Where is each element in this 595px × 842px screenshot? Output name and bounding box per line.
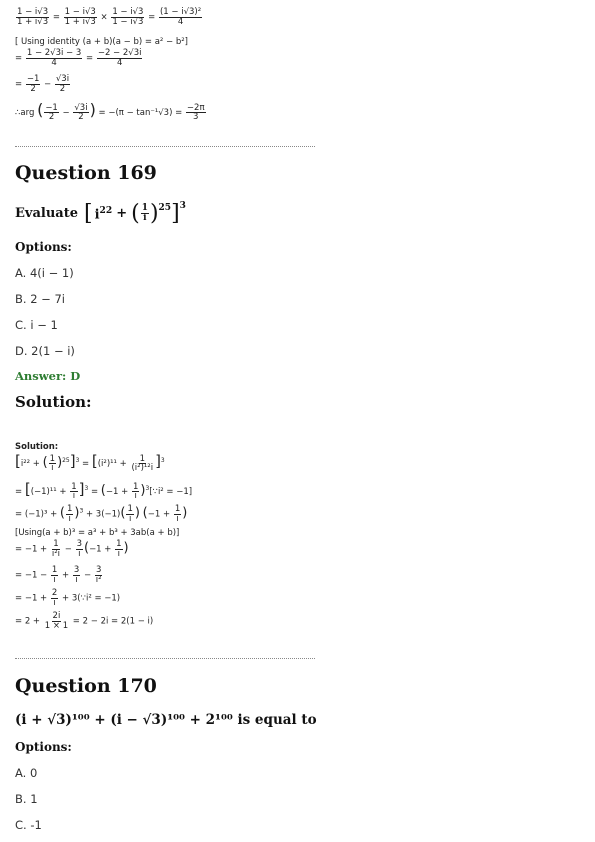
q169-step-6: = −1 − $\frac{1}{i}$ + $\frac{3}{i}$ − $\frac{3}{\text{i²}}$: [15, 565, 102, 585]
expr-outer-exp: 3: [179, 201, 186, 211]
q170-option-b: B. 1: [15, 792, 38, 806]
expr-base: i: [94, 207, 100, 223]
q169-option-c: C. i − 1: [15, 318, 58, 332]
top-solution-line-2: [ Using identity (a + b)(a − b) = a² − b²]: [15, 37, 188, 47]
q169-step-8: = 2 + $\frac{2i}{1 \times 1}$ = 2 − 2i = 2(1 − i): [15, 611, 154, 631]
q169-step-5: = −1 + $\frac{1}{\text{i²i}}$ − $\frac{3}{i}$ (−1 + $\frac{1}{i}$ ): [15, 539, 129, 559]
top-solution-line-3: = $\frac{1 - 2√3i - 3}{4}$ = $\frac{-2 - 2√3i}{4}$: [15, 48, 142, 68]
top-solution-line-5: ∴arg ( $\frac{-1}{2}$ − $\frac{√3i}{2}$ ) = −(π − tan⁻¹√3) = $\frac{-2\pi}{3}$: [15, 100, 205, 122]
q169-step-4: [Using(a + b)³ = a³ + b³ + 3ab(a + b)]: [15, 528, 180, 538]
divider-2: [15, 658, 315, 659]
q169-step-3: = (−1)³ + ( $\frac{1}{i}$ )$^3$ + 3(−1)( $\frac{1}{i}$ ) (−1 + $\frac{1}{i}$ ): [15, 504, 188, 524]
q169-solution-small-label: Solution:: [15, 442, 59, 452]
evaluate-label: Evaluate: [15, 206, 78, 221]
top-solution-line-1: $\frac{1 - i√3}{1 + i√3}$ = $\frac{1 - i√3}{1 + i√3}$ × $\frac{1 - i√3}{1 - i√3}$ = $\frac{\text{(1 − i√3)²}}{4}$: [17, 7, 202, 27]
expr-exp: 22: [99, 204, 113, 216]
q169-solution-label: Solution:: [15, 393, 92, 411]
q169-option-a: A. 4(i − 1): [15, 266, 74, 280]
expr-frac-num: 1: [141, 203, 148, 213]
top-solution-line-4: = $\frac{-1}{2}$ − $\frac{√3i}{2}$: [15, 74, 70, 94]
question-170-statement: (i + √3)¹⁰⁰ + (i − √3)¹⁰⁰ + 2¹⁰⁰ is equal to: [15, 712, 317, 728]
question-169-title: Question 169: [15, 162, 157, 184]
q169-option-b: B. 2 − 7i: [15, 292, 65, 306]
q170-options-label: Options:: [15, 740, 72, 754]
q169-step-1: [i²² + ( $\frac{1}{i}$ )$^{25}$]$^3$ = [(i²)¹¹ + $\frac{1}{\text{(i²)¹²i}}$ ]$^3$: [15, 452, 165, 473]
q170-option-c: C. -1: [15, 818, 42, 832]
q169-answer: Answer: D: [15, 369, 81, 383]
divider-1: [15, 146, 315, 147]
question-170-title: Question 170: [15, 675, 157, 697]
q170-option-a: A. 0: [15, 766, 38, 780]
question-169-statement: Evaluate [ $i^{22}$ + ( $\frac{1}{i}$ ) $^{25}$ ] $^3$: [15, 201, 186, 226]
expr-inner-exp: 25: [158, 203, 172, 213]
q169-options-label: Options:: [15, 240, 72, 254]
q169-step-2: = [(−1)¹¹ + $\frac{1}{i}$ ]$^3$ = (−1 + $\frac{1}{i}$ )$^3$[∵i² = −1]: [15, 480, 193, 501]
q169-option-d: D. 2(1 − i): [15, 344, 75, 358]
expr-frac-den: i: [143, 213, 147, 223]
q169-step-7: = −1 + $\frac{2}{i}$ + 3(∵i² = −1): [15, 588, 121, 608]
